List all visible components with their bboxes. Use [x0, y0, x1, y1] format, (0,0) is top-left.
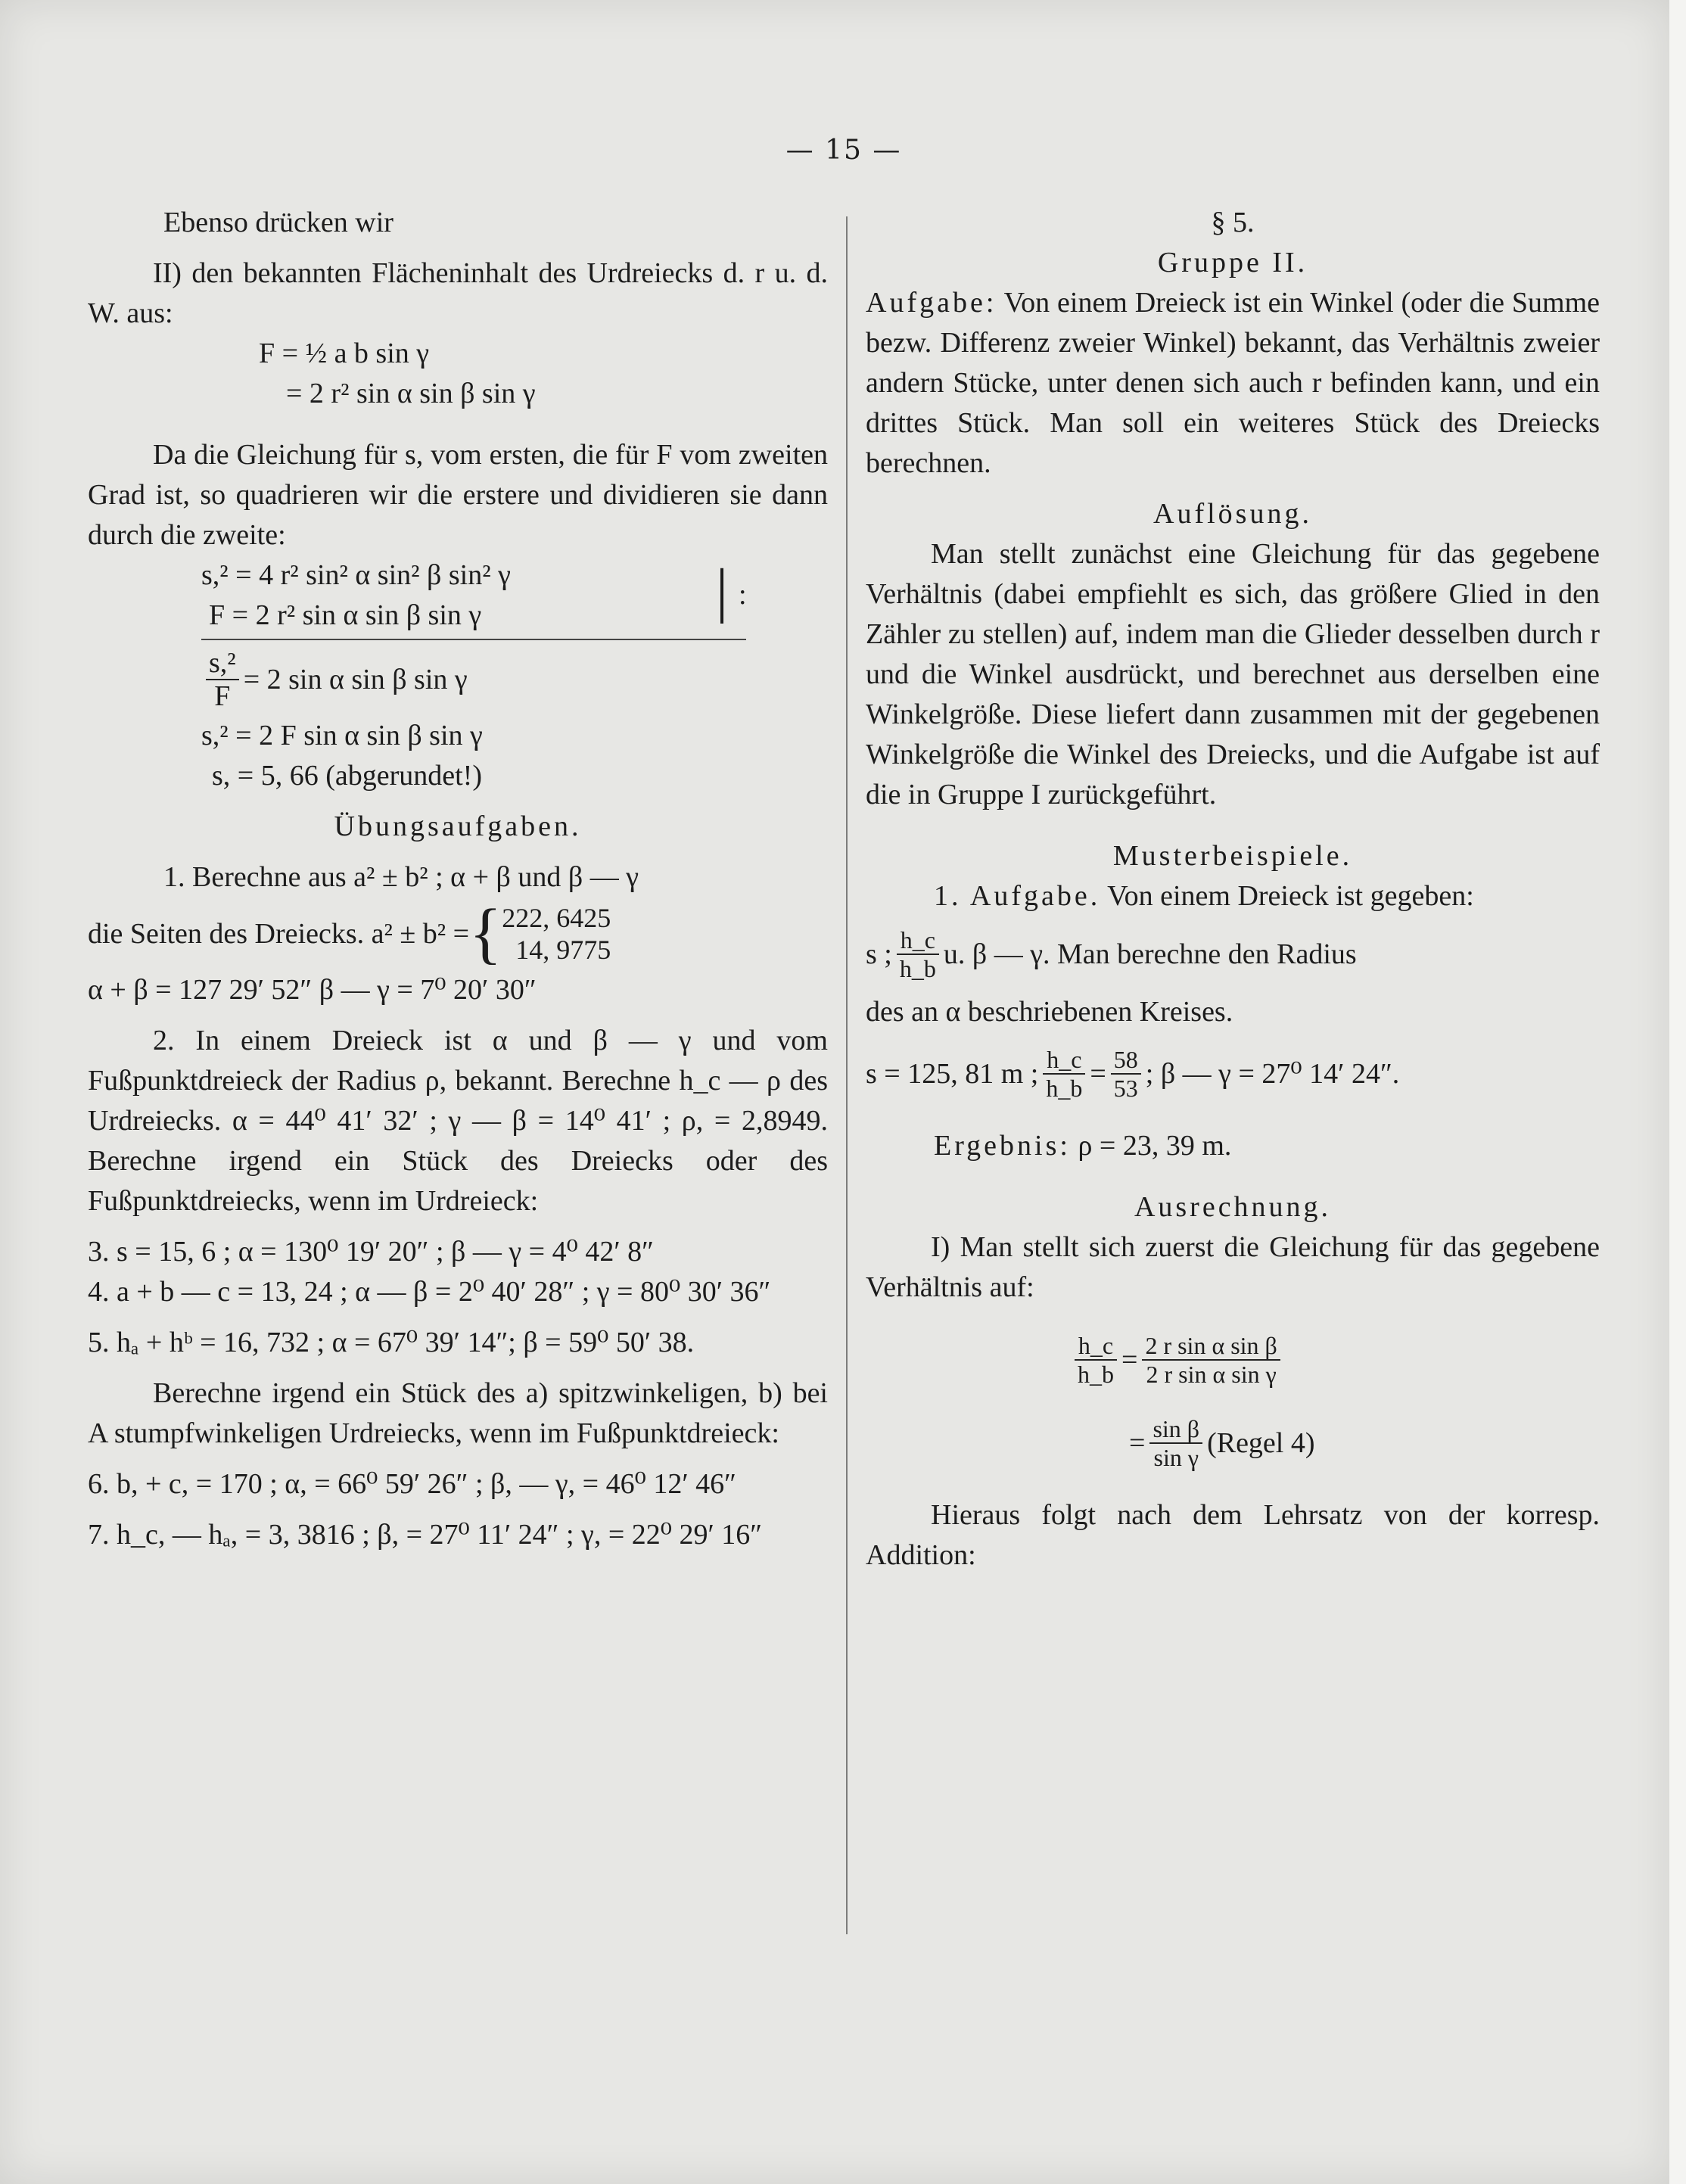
- equation-s2: s,² = 4 r² sin² α sin² β sin² γ: [201, 559, 511, 591]
- value-number-fraction: [1111, 1046, 1141, 1102]
- given-ratio-fraction: [897, 926, 939, 982]
- exercise-1-line3: α + β = 127 29′ 52″ β — γ = 7⁰ 20′ 30″: [88, 974, 537, 1006]
- result-value: ρ = 23, 39 m.: [1078, 1130, 1232, 1162]
- value-angle: ; β — γ = 27⁰ 14′ 24″.: [1145, 1057, 1400, 1090]
- solution-heading: Auflösung.: [1153, 498, 1312, 530]
- ratio-fraction-3: [1149, 1415, 1202, 1471]
- ratio-fraction-2: [1142, 1332, 1280, 1388]
- bracket: |: [716, 558, 729, 624]
- exercise-1-line1: 1. Berechne aus a² ± b² ; α + β und β — γ: [163, 861, 639, 893]
- equation-F3: F = 2 r² sin α sin β sin γ: [209, 599, 482, 631]
- page-edge: [1669, 0, 1686, 2184]
- given-rest: u. β — γ. Man berechne den Radius: [943, 938, 1357, 970]
- ratio-equation-1: [1070, 1318, 1600, 1402]
- equation-F1: F = ½ a b sin γ: [259, 338, 430, 369]
- division-colon: :: [739, 579, 747, 611]
- value-number-numerator: 58: [1111, 1046, 1141, 1075]
- intro-line: Ebenso drücken wir: [163, 207, 394, 238]
- rule-reference: (Regel 4): [1207, 1426, 1315, 1459]
- result-label: Ergebnis:: [934, 1130, 1071, 1162]
- example-1-text: Von einem Dreieck ist gegeben:: [1107, 880, 1474, 912]
- fraction-numerator: s,²: [206, 647, 239, 680]
- exercise-6: 6. b, + c, = 170 ; α, = 66⁰ 59′ 26″ ; β, — γ, = 46⁰ 12′ 46″: [88, 1468, 736, 1500]
- ratio-numerator-1: h_c: [1075, 1332, 1117, 1361]
- exercise-1-line2: [88, 898, 828, 970]
- paragraph-quadrieren: Da die Gleichung für s, vom ersten, die für F vom zweiten Grad ist, so quadrieren wir die erstere und dividieren sie dann durch die zweite:: [88, 439, 828, 551]
- right-column: [866, 203, 1600, 1576]
- quotient-rhs: = 2 sin α sin β sin γ: [243, 663, 468, 695]
- value-ratio-numerator: h_c: [1043, 1046, 1085, 1075]
- ratio-numerator-2: 2 r sin α sin β: [1142, 1332, 1280, 1361]
- ratio-denominator-1: h_b: [1078, 1361, 1114, 1388]
- given-ratio-denominator: h_b: [899, 955, 936, 982]
- fraction-s2-over-F: [206, 647, 239, 712]
- ratio-numerator-3: sin β: [1149, 1415, 1202, 1444]
- equation-s2b: s,² = 2 F sin α sin β sin γ: [201, 720, 483, 751]
- exercise-3: 3. s = 15, 6 ; α = 130⁰ 19′ 20″ ; β — γ = 4⁰ 42′ 8″: [88, 1236, 654, 1268]
- exercise-1-text: die Seiten des Dreiecks. a² ± b² =: [88, 917, 470, 950]
- solution-text: Man stellt zunächst eine Gleichung für das gegebene Verhältnis (dabei empfiehlt es sich, das größere Glied in den Zähler zu stellen) auf, indem man die Glieder desselben durch r und die Winkel ausdrückt, und berechnet aus derselben eine Winkelgröße. Diese liefert dann zusammen mit der gegebenen Winkelgröße die Winkel des Dreiecks, und die Aufgabe ist auf die in Gruppe I zurückgeführt.: [866, 538, 1600, 810]
- given-s: s ;: [866, 938, 892, 970]
- group-heading: Gruppe II.: [1157, 247, 1308, 278]
- examples-heading: Musterbeispiele.: [1112, 840, 1353, 872]
- example-1-tail: des an α beschriebenen Kreises.: [866, 996, 1233, 1028]
- exercise-1-value-2: 14, 9775: [515, 935, 611, 965]
- equation-s: s, = 5, 66 (abgerundet!): [212, 760, 482, 792]
- example-1-values: [866, 1032, 1600, 1115]
- task-paragraph: [866, 283, 1600, 484]
- page-number: — 15 —: [785, 135, 902, 166]
- left-column: [88, 203, 828, 1555]
- value-ratio-denominator: h_b: [1046, 1075, 1083, 1102]
- ratio-equation-2: [1129, 1402, 1600, 1485]
- ratio-denominator-3: sin γ: [1153, 1444, 1199, 1471]
- calc-text: I) Man stellt sich zuerst die Gleichung für das gegebene Verhältnis auf:: [866, 1231, 1600, 1303]
- exercise-7: 7. h_c, — hₐ, = 3, 3816 ; β, = 27⁰ 11′ 24″ ; γ, = 22⁰ 29′ 16″: [88, 1519, 763, 1551]
- value-number-denominator: 53: [1113, 1075, 1138, 1102]
- value-equals: =: [1090, 1057, 1106, 1090]
- calc-heading: Ausrechnung.: [1134, 1191, 1332, 1223]
- section-number: § 5.: [1211, 207, 1255, 238]
- exercise-1-value-1: 222, 6425: [502, 903, 611, 933]
- task-text: Von einem Dreieck ist ein Winkel (oder die Summe bezw. Differenz zweier Winkel) bekannt, das Verhältnis zweier andern Stücke, unter denen sich auch r befinden kann, und ein drittes Stück. Man soll ein weiteres Stück des Dreiecks berechnen.: [866, 287, 1600, 479]
- fraction-rule: [201, 639, 746, 640]
- exercise-2: 2. In einem Dreieck ist α und β — γ und vom Fußpunktdreieck der Radius ρ, bekannt. Berechne h_c — ρ des Urdreiecks. α = 44⁰ 41′ 32′ ; γ — β = 14⁰ 41′ ; ρ, = 2,8949. Berechne irgend ein Stück des Dreiecks oder des Fußpunktdreiecks, wenn im Urdreieck:: [88, 1025, 828, 1217]
- given-ratio-numerator: h_c: [897, 926, 939, 955]
- final-paragraph: Hieraus folgt nach dem Lehrsatz von der korresp. Addition:: [866, 1499, 1600, 1571]
- heading-uebungsaufgaben: Übungsaufgaben.: [334, 810, 582, 842]
- ratio-equals-1: =: [1121, 1343, 1138, 1376]
- value-ratio-fraction: [1043, 1046, 1085, 1102]
- ratio-denominator-2: 2 r sin α sin γ: [1146, 1361, 1277, 1388]
- exercise-5: 5. hₐ + hᵇ = 16, 732 ; α = 67⁰ 39′ 14″; β = 59⁰ 50′ 38.: [88, 1327, 695, 1358]
- equation-F2: = 2 r² sin α sin β sin γ: [286, 378, 536, 409]
- example-1-label: 1. Aufgabe.: [934, 880, 1101, 912]
- exercise-4: 4. a + b — c = 13, 24 ; α — β = 2⁰ 40′ 28″ ; γ = 80⁰ 30′ 36″: [88, 1276, 771, 1308]
- result-line: [934, 1126, 1600, 1166]
- task-label: Aufgabe:: [866, 287, 997, 319]
- ratio-fraction-1: [1075, 1332, 1117, 1388]
- equation-quotient: [201, 643, 828, 716]
- example-1-intro: [866, 876, 1600, 916]
- exercise-1-values: [502, 902, 611, 966]
- column-divider: [846, 216, 848, 1934]
- curly-brace: {: [469, 896, 502, 971]
- equation-system: [201, 555, 828, 636]
- value-s: s = 125, 81 m ;: [866, 1057, 1039, 1090]
- paragraph-area: II) den bekannten Flächeninhalt des Urdreiecks d. r u. d. W. aus:: [88, 257, 828, 329]
- example-1-given: [866, 916, 1600, 992]
- ratio-equals-2: =: [1129, 1426, 1146, 1459]
- paragraph-fusspunkt: Berechne irgend ein Stück des a) spitzwinkeligen, b) bei A stumpfwinkeligen Urdreiecks, wenn im Fußpunktdreieck:: [88, 1377, 828, 1449]
- fraction-denominator: F: [214, 680, 231, 712]
